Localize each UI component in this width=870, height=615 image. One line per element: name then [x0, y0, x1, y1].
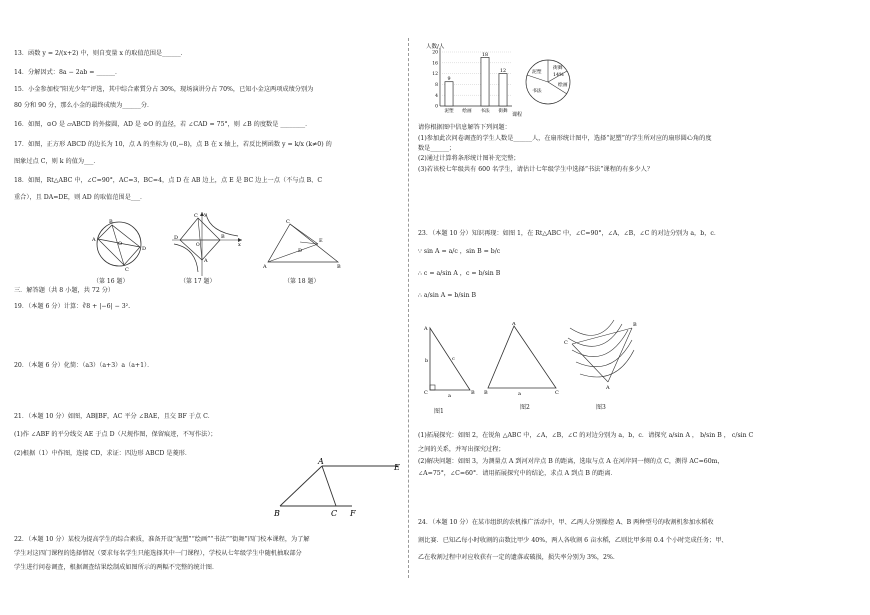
x-tick-label: 绘画 [462, 109, 472, 114]
question-22-line1: 22．（本题 10 分）某校为提高学生的综合素质，准备开设“泥塑”“绘画”“书法”“街舞”四门校本课程，为了解 [14, 536, 310, 543]
fig21-label-a: A [318, 458, 324, 466]
svg-text:O: O [118, 241, 123, 247]
left-column [0, 0, 410, 615]
svg-text:A: A [512, 322, 516, 327]
pie-label-shufa: 书法 [532, 89, 542, 94]
figure-23-3 [562, 316, 644, 400]
svg-text:B: B [337, 264, 341, 270]
x-tick-label: 泥塑 [444, 109, 454, 114]
bar-value-label: 18 [481, 52, 489, 58]
svg-text:A: A [263, 264, 267, 270]
figure-16-caption: （第 16 题） [93, 278, 129, 285]
question-22-part1-line1: (1)参加此次问卷调查的学生人数是______人，在扇形统计图中，选择“泥塑”的学生所对应的扇形圆心角的度 [418, 135, 712, 142]
question-22-part1-line2: 数是______； [418, 145, 456, 152]
svg-text:B: B [109, 219, 113, 225]
svg-text:y: y [204, 212, 207, 218]
question-24-line2: 割比赛．已知乙每小时收割的亩数比甲少 40%，两人各收割 6 亩水稻，乙则比甲多用 0.4 个小时完成任务；甲、 [418, 537, 728, 544]
question-14: 14．分解因式：8a − 2ab = ______． [14, 69, 122, 76]
question-18-line2: 重合），且 DA=DE，则 AD 的取值范围是___． [14, 194, 147, 201]
svg-text:C: C [125, 267, 129, 273]
svg-text:C: C [194, 213, 198, 219]
figure-3-caption: 图3 [596, 404, 606, 411]
svg-text:D: D [298, 248, 303, 254]
question-24-line1: 24．（本题 10 分）在某市组织的农机推广活动中，甲、乙两人分别操控 A、B 两种型号的收割机参加水稻收 [418, 519, 714, 526]
question-23-part1-line1: (1)拓展探究：如图 2，在锐角 △ABC 中，∠A，∠B，∠C 的对边分别为 a，b，c．请探究 a/sin A ， b/sin B ， c/sin C [418, 432, 754, 439]
fig21-label-b: B [274, 509, 280, 518]
question-15-line2: 80 分和 90 分，那么小金的最终成绩为______分． [14, 102, 154, 109]
x-tick-label: 街舞 [498, 109, 508, 114]
y-tick-label: 20 [432, 50, 438, 56]
svg-text:O: O [196, 243, 200, 248]
question-13: 13．函数 y = 2/(x+2) 中，则自变量 x 的取值范围是______． [14, 50, 187, 57]
figure-16 [88, 213, 150, 275]
svg-text:B: B [221, 234, 225, 240]
svg-text:E: E [319, 238, 323, 244]
bar [445, 82, 453, 106]
figure-17 [168, 210, 246, 278]
bar [499, 74, 507, 106]
question-21-line3: (2)根据（1）中作图，连接 CD，求证：四边形 ABCD 是菱形． [14, 450, 192, 457]
svg-text:B: B [484, 390, 488, 396]
question-22-part2: (2)通过计算将条形统计图补充完整； [418, 155, 520, 162]
svg-text:x: x [238, 242, 241, 248]
pie-label-jiewu: 街舞 [553, 66, 563, 71]
pie-label-huihua: 绘画 [558, 83, 568, 88]
question-15-line1: 15．小金参加校“阳光少年”评选，其中综合素質分占 30%，现场演讲分占 70%，已知小金这两项成绩分别为 [14, 86, 314, 93]
question-22-line2: 学生对这四门课程的选择情况（要求每名学生只能选择其中一门课程），学校从七年级学生中随机抽取部分 [14, 550, 302, 557]
chart-intro: 请你根据图中信息解答下列问题： [418, 124, 511, 131]
svg-text:C: C [564, 340, 568, 346]
fig21-label-c: C [331, 509, 338, 518]
question-23-part2-line2: ∠A=75°，∠C=60°．请用拓展探究中的结论，求点 A 到点 B 的距离． [418, 470, 617, 477]
svg-text:D: D [174, 235, 179, 241]
x-tick-label: 书法 [480, 109, 490, 114]
figure-18-caption: （第 18 题） [284, 278, 320, 285]
question-17-line1: 17．如图，正方形 ABCD 的边长为 10，点 A 的坐标为 (0,−8)，点 B 在 x 轴上，若反比例函数 y = k/x (k≠0) 的 [14, 141, 332, 148]
figure-17-caption: （第 17 题） [180, 278, 216, 285]
y-tick-label: 0 [435, 104, 438, 110]
bar-chart-xlabel: 课程 [512, 112, 523, 118]
pie-label-nisu: 泥塑 [532, 70, 542, 75]
svg-text:A: A [606, 385, 610, 391]
svg-text:a: a [518, 391, 521, 396]
question-23-part2-line1: (2)解决问题：如图 3，为测量点 A 到河对岸点 B 的距离，选取与点 A 在河岸同一侧的点 C，测得 AC=60m， [418, 458, 724, 465]
svg-text:b: b [425, 358, 429, 364]
svg-text:B: B [471, 390, 475, 396]
svg-text:A: A [92, 237, 96, 243]
question-18-line1: 18．如图，Rt△ABC 中，∠C=90°，AC=3，BC=4，点 D 在 AB 边上，点 E 是 BC 边上一点（不与点 B、C [14, 177, 323, 184]
figure-21 [270, 458, 410, 522]
question-21-line1: 21．（本题 10 分）如图，AB∥BF，AC 平分 ∠BAE，且交 BF 于点 C． [14, 413, 214, 420]
pie-chart [520, 56, 580, 108]
figure-23-2 [484, 322, 560, 396]
question-21-line2: (1)作 ∠ABF 的平分线交 AE 于点 D（尺规作图，保留痕迹，不写作法）； [14, 431, 217, 438]
svg-text:a: a [448, 393, 451, 399]
question-23-intro: 23．（本题 10 分）知识再现：如图 1，在 Rt△ABC 中，∠C=90°，∠A，∠B，∠C 的对边分别为 a，b，c． [418, 230, 721, 237]
bar-chart-title: 人数/人 [426, 44, 445, 50]
right-column [412, 0, 870, 615]
figure-23-1 [420, 322, 480, 400]
fig21-label-e: E [394, 463, 400, 472]
equation-ratio: ∴ a/sin A = b/sin B [418, 292, 477, 299]
svg-text:C: C [555, 390, 559, 396]
figure-18 [262, 216, 342, 272]
y-tick-label: 8 [435, 83, 438, 88]
svg-text:c: c [452, 356, 455, 362]
bar-chart [422, 40, 527, 120]
equation-sin: ∵ sin A = a/c ，sin B = b/c [418, 248, 501, 255]
question-24-line3: 乙在收割过程中对应收获有一定的遗落或破损，损失率分别为 3%，2%． [418, 554, 620, 561]
svg-text:A: A [204, 258, 208, 264]
question-17-line2: 图象过点 C，则 k 的值为___． [14, 158, 100, 165]
question-20: 20．（本题 6 分）化简：（a3）（a+3）a（a+1）． [14, 362, 154, 369]
question-22-part3: (3)若该校七年级共有 600 名学生，请估计七年级学生中选择“书法”课程的有多少人？ [418, 166, 654, 173]
question-23-part1-line2: 之间的关系，并写出探究过程； [418, 446, 505, 453]
svg-text:C: C [286, 219, 290, 225]
question-19: 19．（本题 6 分）计算：∛8 + |−6| − 3². [14, 303, 131, 310]
question-16: 16．如图，⊙O 是 ▱ABCD 的外接圆，AD 是 ⊙O 的直径，若 ∠CAD = 75°，则 ∠B 的度数是 ________． [14, 121, 312, 128]
section-3-heading: 三．解答题（共 8 小题，共 72 分） [14, 287, 115, 294]
svg-text:C: C [424, 390, 428, 396]
question-22-line3: 学生进行问卷调查，根据调查结果绘制成如图所示的两幅不完整的统计图． [14, 564, 219, 571]
bar [481, 57, 489, 106]
y-tick-label: 4 [435, 93, 438, 99]
bar-value-label: 9 [447, 77, 451, 83]
svg-text:D: D [142, 246, 147, 252]
column-divider [408, 38, 409, 578]
fig21-label-f: F [350, 509, 356, 518]
figure-1-caption: 图1 [434, 408, 444, 415]
svg-text:A: A [424, 326, 428, 332]
y-tick-label: 16 [432, 61, 438, 67]
y-tick-label: 12 [432, 72, 438, 78]
figure-2-caption: 图2 [520, 404, 530, 411]
bar-value-label: 12 [499, 69, 507, 75]
pie-label-percent: 14% [553, 73, 564, 78]
equation-c: ∴ c = a/sin A ，c = b/sin B [418, 270, 501, 277]
svg-text:B: B [633, 322, 637, 328]
